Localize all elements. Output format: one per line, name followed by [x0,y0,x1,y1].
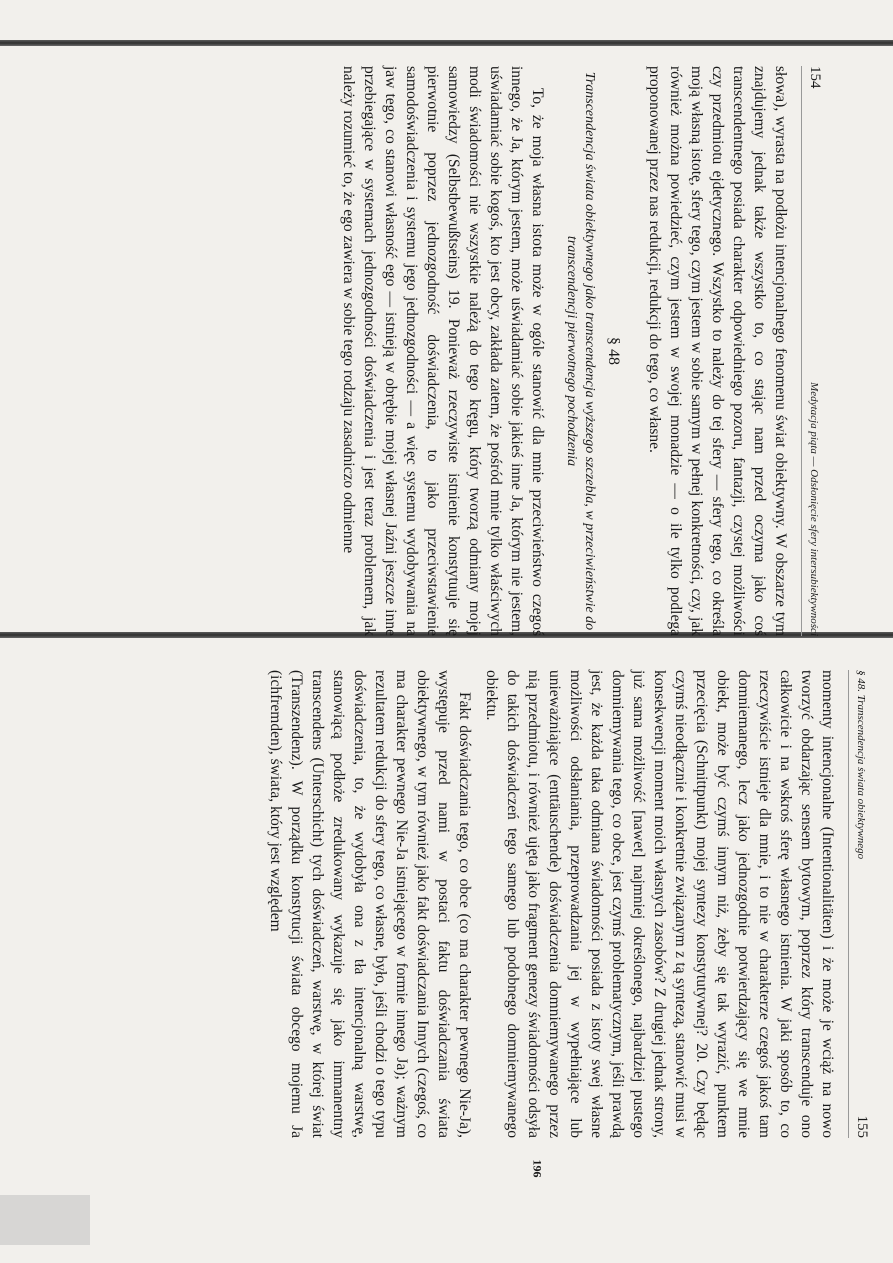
running-header [848,670,870,1138]
section-number: § 48 [605,337,622,365]
scan-binding-edge-top [0,40,893,46]
running-title: § 48. Transcendencja świata obiektywnego [855,670,867,860]
page-number: 154 [807,66,823,89]
page-154 [331,66,823,636]
scan-smudge [0,1195,90,1245]
section-title: Transcendencja świata obiektywnego jako transcendencja wyższego szczebla, w przeciwieństwie do transcendencji pierwotnego pochodzenia [564,71,597,631]
body-paragraph: słowa), wyrasta na podłożu intencjonalnego fenomenu świat obiektywny. W obszarze tym znajdujemy jednak także wszystko to, co stając nam przed oczyma jako coś transcendentnego posiada charakter odpowiedniego pozoru, fantazji, czystej możliwości czy przedmiotu ejdetycznego. Wszystko to należy do tej sfery — sfery tego, co określa moją własną istotę, sfery tego, czym jestem w sobie samym w pełnej konkretności, czy, jak również można powiedzieć, czym jestem w swojej monadzie — o ile tylko podlega proponowanej przez nas redukcji, redukcji do tego, co własne. [646,66,789,636]
running-title: Medytacja piąta — Odsłonięcie sfery intersubiektywności [808,382,820,636]
margin-page-mark: 196 [530,1159,545,1178]
page-number: 155 [854,1115,870,1138]
body-paragraph: To, że moja własna istota może w ogóle stanowić dla mnie przeciwieństwo czegoś innego, że Ja, którym jestem, może uświadamiać sobie jakieś inne Ja, którym nie jestem, uświadamiać sobie kogoś, kto jest obcy, zakłada zatem, że pośród mnie tylko właściwych modi świadomości nie wszystkie należą do tego kręgu, który tworzą odmiany mojej samowiedzy (Selbstbewußtseins) 19. Ponieważ rzeczywiste istnienie konstytuuje się pierwotnie poprzez jednozgodność doświadczenia, to jako przeciwstawienie samodoświadczenia i systemu jego jednozgodności — a więc systemu wydobywania na jaw tego, co stanowi własność ego — istnieją w obrębie mojej własnej Jaźni jeszcze inne przebiegające w systemach jednozgodności doświadczenia i jest teraz problemem, jak należy rozumieć to, że ego zawiera w sobie tego rodzaju zasadniczo odmienne [340,66,546,636]
body-paragraph: momenty intencjonalne (Intentionalitäten) i że może je wciąż na nowo tworzyć obdarzając sensem bytowym, poprzez który transcenduje ono całkowicie i na wskroś sferę własnego istnienia. W jaki sposób to, co rzeczywiście istnieje dla mnie, i to nie w charakterze czegoś jakoś tam domniemanego, lecz jako jednozgodnie potwierdzający się we mnie obiekt, może być czymś innym niż, żeby się tak wyrazić, punktem przecięcia (Schnittpunkt) mojej syntezy konstytutywnej? 20. Czy będąc czymś nieodłącznie i konkretnie związanym z tą syntezą, stanowić musi w konsekwencji moment moich własnych zasobów? Z drugiej jednak strony, już sama możliwość [nawet] najmniej określonego, najbardziej pustego domniemywania tego, co obce, jest czymś problematycznym, jeśli prawdą jest, że każda taka odmiana świadomości posiada z istoty swej własne możliwości odsłaniania, przeprowadzania jej w wypełniające lub unieważniające (enttäuschende) doświadczenia domniemywanego przez nią przedmiotu, i również ujęta jako fragment genezy świadomości odsyła do takich doświadczeń tego samego lub podobnego domniemywanego obiektu. [483,670,836,1138]
running-header [801,66,823,636]
page-155 [267,670,870,1138]
body-paragraph: Fakt doświadczania tego, co obce (co ma charakter pewnego Nie-Ja), występuje przed nami w postaci faktu doświadczania świata obiektywnego, w tym również jako fakt doświadczania Innych (czegoś, co ma charakter pewnego Nie-Ja istniejącego w formie innego Ja); ważnym rezultatem redukcji do sfery tego, co własne, było, jeśli chodzi o tego typu doświadczenia, to, że wydobyła ona z tła intencjonalną warstwę, stanowiącą podłoże zredukowany wykazuje się jako immanentny transcendens (Unterschicht) tych doświadczeń, warstwę, w której świat (Transzendenz). W porządku konstytucji świata obcego mojemu Ja (ichfremden), świata, który jest względem [267,670,473,1138]
